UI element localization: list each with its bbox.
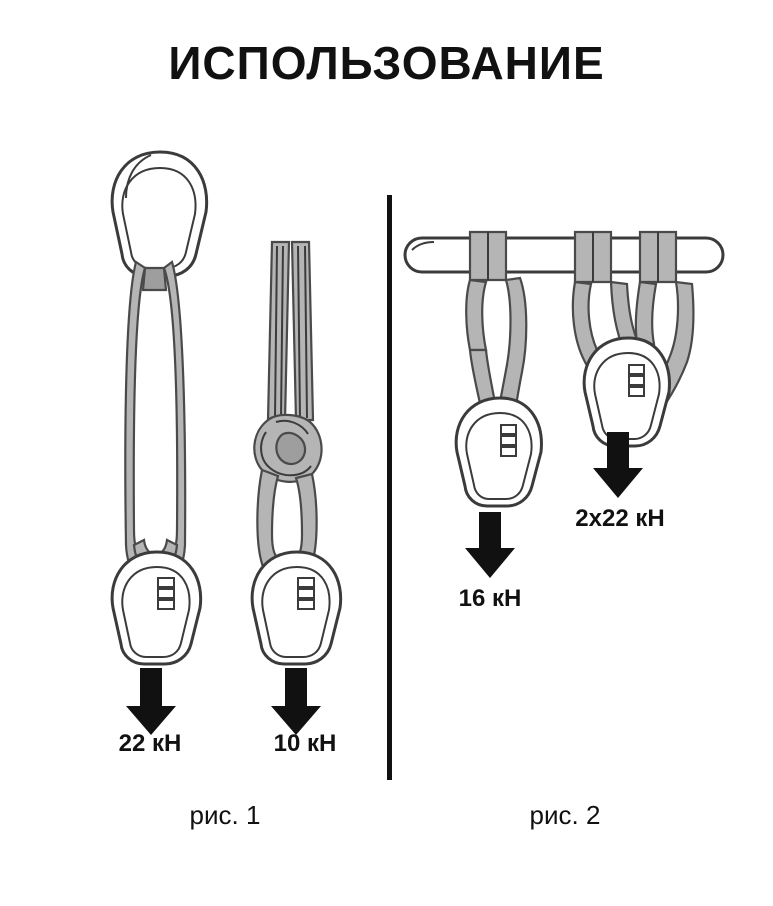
page-title: ИСПОЛЬЗОВАНИЕ [168, 37, 605, 89]
carabiner-icon-girth [456, 398, 541, 506]
force-label-16kn: 16 кН [458, 585, 522, 612]
carabiner-icon-bottom-right [252, 552, 341, 664]
webbing-strands-top [268, 242, 313, 420]
figure-1-caption: рис. 1 [189, 800, 261, 830]
force-label-10kn: 10 кН [273, 730, 337, 757]
down-arrow-icon-16 [465, 512, 515, 578]
carabiner-icon-bottom-left [112, 552, 201, 664]
down-arrow-icon-10 [271, 668, 321, 735]
figure-2-caption: рис. 2 [529, 800, 601, 830]
force-label-2x22kn: 2x22 кН [575, 505, 665, 532]
sling-with-knot [252, 242, 341, 735]
force-label-22kn: 22 кН [118, 730, 182, 757]
sling-full-strength [112, 152, 207, 735]
down-arrow-icon-22 [126, 668, 176, 735]
carabiner-icon-basket [584, 338, 669, 446]
webbing-loop-left [125, 262, 185, 578]
carabiner-icon-top-left [112, 152, 207, 276]
